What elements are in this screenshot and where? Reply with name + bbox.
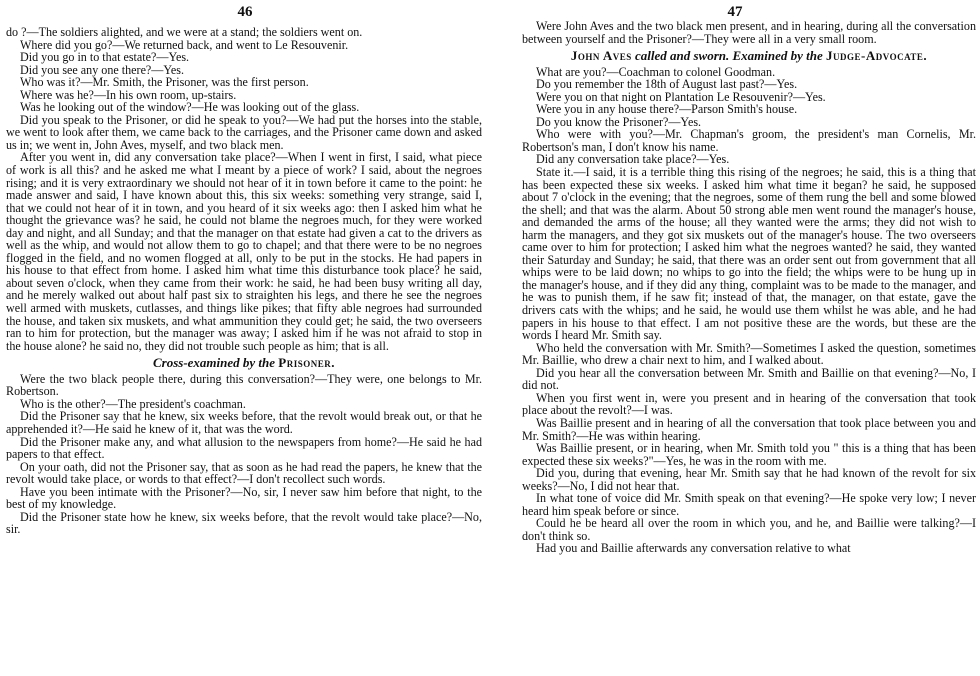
paragraph: Did you go in to that estate?—Yes.: [20, 50, 190, 65]
paragraph: Do you remember the 18th of August last past?—Yes.: [536, 77, 798, 92]
paragraph: Who was it?—Mr. Smith, the Prisoner, was the first person.: [20, 75, 309, 90]
paragraph: Was he looking out of the window?—He was looking out of the glass.: [20, 100, 360, 115]
paragraph: After you went in, did any conversation take place?—When I went in first, I said, what piece of work is all this? and he asked me what I meant by a piece of work? I said, about the negroes rising; and it is very extraordinary we should not hear of it in town before it came to the point: he made answer and said, I have known about this, this six weeks: something very strange, said I, that we could not hear of it in town, and you heard of it six weeks ago: then I asked him what he thought the grievance was? he said, he could not blame the negroes much, for they were worked day and night, and all Sunday; and that the manager on that estate had given a cat to the drivers as well as the whip, and would not allow them to go to chapel; and that there were to be no negroes flogged in the field, and no women flogged at all, only to be put in the stocks. He had papers in his house to that effect from home. I asked him what time this disturbance took place? he said, about seven o'clock, when they came from their work: he said, he had been busy writing all day, and he merely walked out about half past six to straighten his legs, and there he see the negroes well armed with muskets, cutlasses, and things like pikes; that fifty able negroes had surrounded the house, and taken six muskets, and what ammunition they could get; he said, the two overseers ran to him for protection, but the manager was away; I asked him if he was not afraid to stop in the house alone? he said no, they did not trouble such people as him; that is all.: [6, 150, 482, 353]
paragraph: Were you in any house there?—Parson Smith's house.: [536, 102, 798, 117]
paragraph: Were you on that night on Plantation Le Resouvenir?—Yes.: [536, 89, 826, 104]
left-page-text: [6, 26, 482, 536]
section-heading: [6, 357, 482, 370]
paragraph: Have you been intimate with the Prisoner?—No, sir, I never saw him before that night, to the best of my knowledge.: [6, 484, 482, 512]
paragraph: Where did you go?—We returned back, and went to Le Resouvenir.: [20, 37, 349, 52]
paragraph: Where was he?—In his own room, up-stairs.: [20, 87, 237, 102]
paragraph: Who is the other?—The president's coachman.: [20, 396, 246, 411]
paragraph: Did the Prisoner say that he knew, six weeks before, that the revolt would break out, or that he apprehended it?—He said he knew of it, that was the word.: [6, 409, 482, 436]
heading-name: Prisoner.: [278, 355, 335, 371]
paragraph: Did you, during that evening, hear Mr. Smith say that he had known of the revolt for six weeks?—No, I did not hear that.: [522, 466, 976, 493]
paragraph: Did the Prisoner state how he knew, six weeks before, that the revolt would take place?—No, sir.: [6, 509, 482, 537]
paragraph: When you first went in, were you present and in hearing of the conversation that took place about the revolt?—I was.: [522, 390, 976, 418]
heading-name: John Aves: [570, 48, 632, 64]
paragraph: Was Baillie present, or in hearing, when Mr. Smith told you " this is a thing that has been expected these six weeks?"—Yes, he was in the room with me.: [522, 441, 976, 468]
right-page: [490, 0, 980, 676]
paragraph: Were John Aves and the two black men present, and in hearing, during all the conversation between yourself and the Prisoner?—They were all in a very small room.: [522, 19, 976, 46]
paragraph: Do you know the Prisoner?—Yes.: [536, 114, 702, 129]
paragraph: Was Baillie present and in hearing of all the conversation that took place between you and Mr. Smith?—He was within hearing.: [522, 415, 976, 443]
paragraph: Were the two black people there, during this conversation?—They were, one belongs to Mr. Robertson.: [6, 371, 482, 399]
paragraph: Who held the conversation with Mr. Smith?—Sometimes I asked the question, sometimes Mr. Baillie, who drew a chair next to him, and I walked about.: [522, 340, 976, 368]
right-page-text: [522, 20, 976, 555]
paragraph: Did any conversation take place?—Yes.: [536, 152, 730, 167]
paragraph: Did you see any one there?—Yes.: [20, 62, 185, 77]
heading-name-2: Judge-Advocate.: [826, 48, 928, 64]
paragraph: On your oath, did not the Prisoner say, that as soon as he had read the papers, he knew that the revolt would take place, or words to that effect?—I don't recollect such words.: [6, 459, 482, 487]
paragraph: Had you and Baillie afterwards any conversation relative to what: [536, 541, 851, 556]
paragraph: Could he be heard all over the room in which you, and he, and Baillie were talking?—I don't think so.: [522, 516, 976, 543]
paragraph: State it.—I said, it is a terrible thing this rising of the negroes; he said, this is a thing that has been expected these six weeks. I asked him what time it began? he said, he supposed about 7 o'clock in the evening; that the negroes, some of them rung the bell and some blowed the shell; and that was the alarm. About 50 strong able men went round the manager's house, and demanded the arms of the house; all they wanted were the arms; they did not wish to harm the managers, and they got six muskets out of the manager's house. The two overseers came over to him for protection; I asked him what the negroes wanted? he said, they wanted their Saturday and Sunday; he said, that there was an order sent out from government that all whips were to be laid down; no whips to go into the field; the whips were to be hung up in the manager's house, and if they did any thing, complaint was to be made to the manager, and he was to punish them, if he saw fit; instead of that, the manager, on that estate, gave the drivers cats with the whips; and he said, he would use them whilst he was able, and he had papers in his house to that effect. I am not positive these are the words, but these are the words I heard Mr. Smith say.: [522, 165, 976, 343]
paragraph: Who were with you?—Mr. Chapman's groom, the president's man Cornelis, Mr. Robertson's man, I don't know his name.: [522, 127, 976, 154]
page-number: 47: [727, 4, 743, 20]
heading-italic: called and sworn. Examined by the: [635, 48, 823, 64]
paragraph: In what tone of voice did Mr. Smith speak on that evening?—He spoke very low; I never heard him speak before or since.: [522, 491, 976, 518]
heading-italic: Cross-examined by the: [152, 355, 276, 371]
paragraph: Did you hear all the conversation between Mr. Smith and Baillie on that evening?—No, I did not.: [522, 365, 976, 393]
paragraph: Did the Prisoner make any, and what allusion to the newspapers from home?—He said he had papers to that effect.: [6, 434, 482, 462]
page-number: 46: [237, 4, 253, 20]
paragraph: Did you speak to the Prisoner, or did he speak to you?—We had put the horses into the stable, we went to look after them, we came back to the carriages, and the Prisoner came down and asked us in; we went in, John Aves, myself, and two black men.: [6, 112, 482, 152]
paragraph: What are you?—Coachman to colonel Goodman.: [536, 64, 776, 79]
section-heading: [522, 50, 976, 63]
paragraph: do ?—The soldiers alighted, and we were at a stand; the soldiers went on.: [6, 25, 363, 39]
